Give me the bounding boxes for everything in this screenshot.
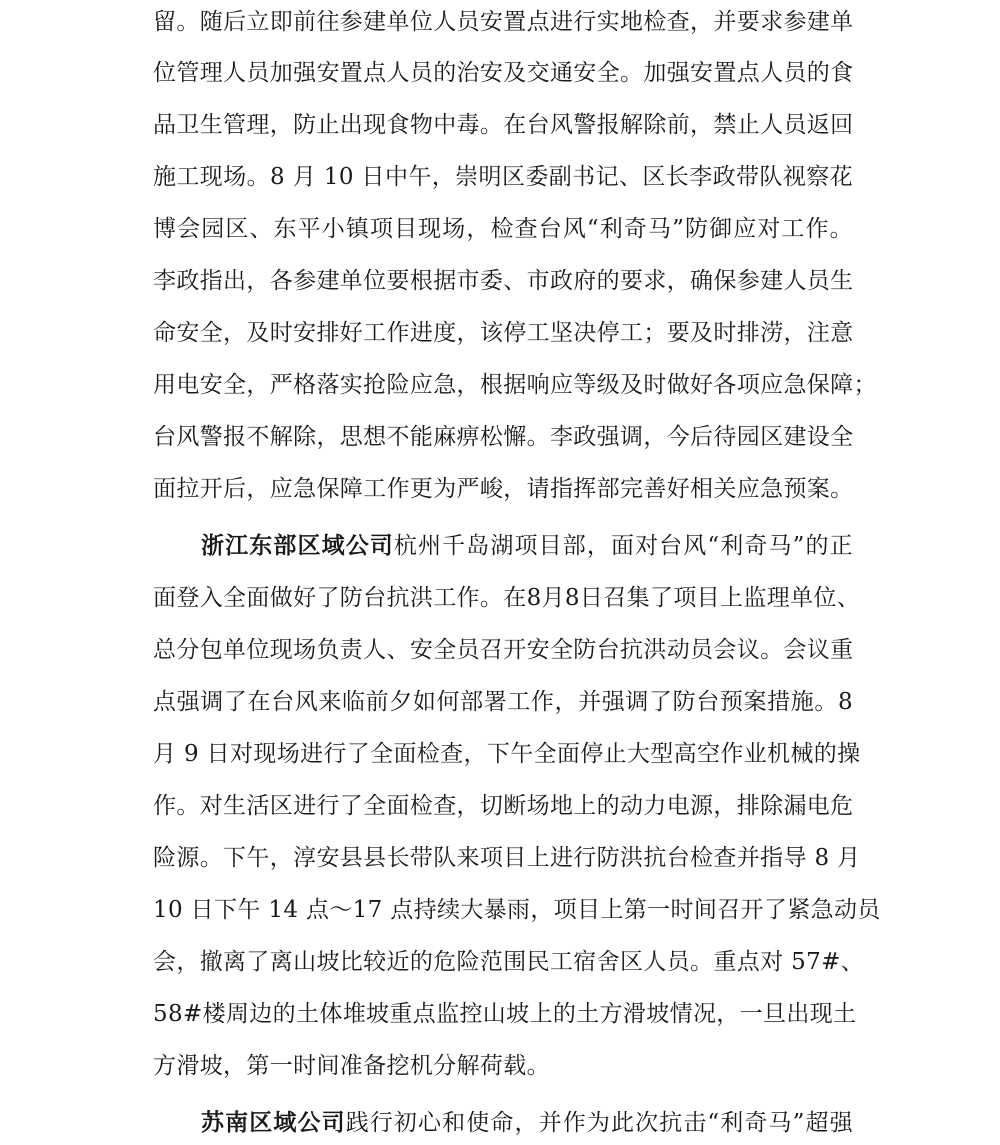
paragraph-line: 作。对生活区进行了全面检查，切断场地上的动力电源，排除漏电危 <box>153 793 854 819</box>
paragraph-line: 李政指出，各参建单位要根据市委、市政府的要求，确保参建人员生 <box>153 268 854 294</box>
paragraph-line: 方滑坡，第一时间准备挖机分解荷载。 <box>153 1053 550 1079</box>
paragraph-line: 险源。下午，淳安县县长带队来项目上进行防洪抗台检查并指导 8 月 <box>153 845 861 871</box>
paragraph-first-line <box>201 1101 853 1145</box>
paragraph-line: 点强调了在台风来临前夕如何部署工作，并强调了防台预案措施。8 <box>153 689 853 715</box>
paragraph-line: 命安全，及时安排好工作进度，该停工坚决停工；要及时排涝，注意 <box>153 320 854 346</box>
paragraph-line: 施工现场。8 月 10 日中午，崇明区委副书记、区长李政带队视察花 <box>153 164 853 190</box>
paragraph-line: 留。随后立即前往参建单位人员安置点进行实地检查，并要求参建单 <box>153 9 854 35</box>
paragraph-line: 博会园区、东平小镇项目现场，检查台风“利奇马”防御应对工作。 <box>153 216 853 242</box>
paragraph-line: 月 9 日对现场进行了全面检查，下午全面停止大型高空作业机械的操 <box>153 741 861 767</box>
paragraph-line: 面拉开后，应急保障工作更为严峻，请指挥部完善好相关应急预案。 <box>153 476 854 502</box>
paragraph-line: 品卫生管理，防止出现食物中毒。在台风警报解除前，禁止人员返回 <box>153 112 854 138</box>
paragraph-first-line <box>201 524 853 568</box>
paragraph-line: 用电安全，严格落实抢险应急，根据响应等级及时做好各项应急保障； <box>153 372 877 398</box>
paragraph-line: 面登入全面做好了防台抗洪工作。在8月8日召集了项目上监理单位、 <box>153 585 861 611</box>
paragraph-line: 会，撤离了离山坡比较近的危险范围民工宿舍区人员。重点对 57#、 <box>153 949 865 975</box>
paragraph-line: 10 日下午 14 点～17 点持续大暴雨，项目上第一时间召开了紧急动员 <box>153 897 881 923</box>
paragraph-line: 位管理人员加强安置点人员的治安及交通安全。加强安置点人员的食 <box>153 60 854 86</box>
paragraph-line: 58#楼周边的土体堆坡重点监控山坡上的土方滑坡情况，一旦出现土 <box>153 1001 857 1027</box>
section-lead-bold: 浙江东部区域公司 <box>201 533 394 559</box>
paragraph-line: 台风警报不解除，思想不能麻痹松懈。李政强调，今后待园区建设全 <box>153 424 854 450</box>
section-lead-bold: 苏南区域公司 <box>201 1110 346 1136</box>
paragraph-text: 践行初心和使命，并作为此次抗击“利奇马”超强 <box>345 1110 853 1136</box>
paragraph-text: 杭州千岛湖项目部，面对台风“利奇马”的正 <box>393 533 853 559</box>
paragraph-line: 总分包单位现场负责人、安全员召开安全防台抗洪动员会议。会议重 <box>153 637 854 663</box>
